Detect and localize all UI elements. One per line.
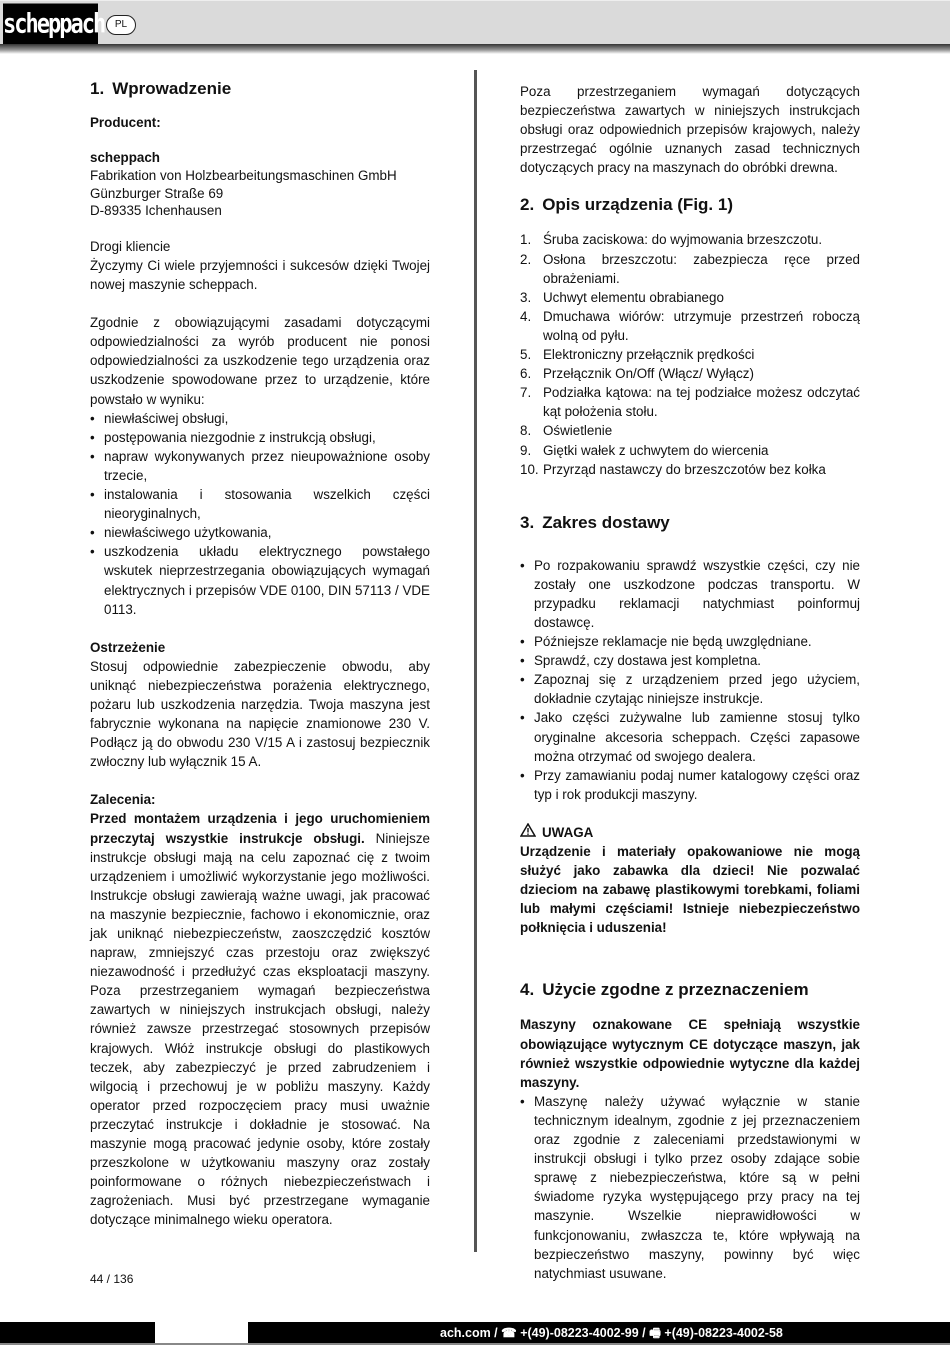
greeting: Drogi kliencie — [90, 238, 171, 254]
recommendations-text: Przed montażem urządzenia i jego uruchomieniem przeczytaj wszystkie instrukcje obsługi. Niniejsze instrukcje obsługi mają na celu zapoznać cię z twoim urządzeniem i umożliwić wykorzystanie jego możliwości. Instrukcje obsługi zawierają ważne uwagi, jak pracować na maszynie bezpiecznie, fachowo i ekonomicznie, oraz jak uniknąć niebezpieczeństw, zaoszczędzić kosztów napraw, zmniejszyć czas przestoju oraz zwiększyć niezawodność i przedłużyć czas eksploatacji maszyny. Poza przestrzeganiem wymagań bezpieczeństwa zawartych w niniejszych instrukcjach obsługi, należy również zawsze przestrzegać stosownych przepisów krajowych. Włóż instrukcje obsługi do plastikowych teczek, aby zabezpieczyć je przed zabrudzeniem i wilgocią i przechowuj je w pobliżu maszyny. Każdy operator przed rozpoczęciem pracy musi uważnie przeczytać instrukcje i dokładnie je stosować. Na maszynie mogą pracować jedynie osoby, które zostały przeszkolone w użytkowaniu maszyny oraz zostały poinformowane o różnych niebezpieczeństwach i zagrożeniach. Musi być przestrzegane wymaganie dotyczące minimalnego wieku operatora. — [90, 811, 430, 1228]
footer-gap — [155, 1322, 248, 1343]
producer-label: Producent: — [90, 115, 161, 130]
list-item: • Zapoznaj się z urządzeniem przed jego użyciem, dokładnie czytając niniejsze instrukcje. — [520, 672, 860, 707]
page-number: 44 / 136 — [90, 1272, 134, 1286]
language-badge: PL — [106, 15, 136, 35]
list-item: 2. Osłona brzeszczotu: zabezpiecza ręce przed obrażeniami. — [520, 251, 860, 286]
liability-list — [90, 409, 430, 619]
list-item: • Sprawdź, czy dostawa jest kompletna. — [520, 653, 762, 669]
list-item: • napraw wykonywanych przez nieupoważnione osoby trzecie, — [90, 448, 430, 483]
intended-use-list — [520, 1092, 860, 1283]
section-2-heading: 2. Opis urządzenia (Fig. 1) — [520, 195, 733, 215]
address-block — [90, 149, 430, 220]
list-item: 8. Oświetlenie — [520, 423, 613, 439]
address-line: Fabrikation von Holzbearbeitungsmaschinen GmbH — [90, 167, 397, 183]
section-3-heading: 3. Zakres dostawy — [520, 512, 670, 532]
warning-text: Stosuj odpowiednie zabezpieczenie obwodu, aby uniknąć niebezpieczeństwa porażenia elektrycznego, pożaru lub uszkodzenia narzędzia. Twoja maszyna jest fabrycznie wykonana na napięcie znamionowe 230 V. Podłącz ją do obwodu 230 V/15 A i zastosuj bezpiecznik zwłoczny lub wyłącznik 15 A. — [90, 658, 430, 770]
list-item: • Po rozpakowaniu sprawdź wszystkie części, czy nie zostały one uszkodzone podczas transportu. W przypadku reklamacji natychmiast poinformuj dostawcę. — [520, 557, 860, 630]
section-1-heading: 1. Wprowadzenie — [90, 79, 232, 98]
section-4-heading: 4. Użycie zgodne z przeznaczeniem — [520, 980, 809, 1000]
list-item: 9. Giętki wałek z uchwytem do wiercenia — [520, 442, 769, 458]
list-item: 5. Elektroniczny przełącznik prędkości — [520, 347, 755, 363]
left-column — [90, 78, 430, 1230]
intro-paragraph: Poza przestrzeganiem wymagań dotyczących bezpieczeństwa zawartych w niniejszych instrukcjach obsługi oraz odpowiednich przepisów krajowych, należy przestrzegać ogólnie uznanych zasad technicznych dotyczących pracy na maszynach do obróbki drewna. — [520, 84, 860, 176]
address-line: Günzburger Straße 69 — [90, 185, 224, 201]
liability-paragraph: Zgodnie z obowiązującymi zasadami dotyczącymi odpowiedzialności za wyrób producent nie ponosi odpowiedzialności za uszkodzenie tego urządzenia oraz uszkodzenie spowodowane przez to urządzenie, które powstało w wyniku: — [90, 315, 430, 407]
list-item: • postępowania niezgodnie z instrukcją obsługi, — [90, 429, 376, 445]
list-item: • instalowania i stosowania wszelkich części nieoryginalnych, — [90, 487, 430, 522]
company-name: scheppach — [90, 150, 160, 166]
list-item: • Przy zamawianiu podaj numer katalogowy części oraz typ i rok produkcji maszyny. — [520, 767, 860, 802]
list-item: 6. Przełącznik On/Off (Włącz/ Wyłącz) — [520, 366, 754, 382]
column-divider — [474, 70, 477, 1252]
list-item: • niewłaściwego użytkowania, — [90, 525, 272, 541]
list-item: • Maszynę należy używać wyłącznie w stanie technicznym idealnym, zgodnie z jej przeznaczeniem oraz zgodnie z zaleceniami przedstawionymi w instrukcji obsługi i tylko przez osoby zdające sobie sprawę z niebezpieczeństwa, które są w pełni świadome ryzyka występującego przy pracy na tej maszynie. Wszelkie nieprawidłowości w funkcjonowaniu, zwłaszcza te, które wpływają na bezpieczeństwo maszyny, powinny być więc natychmiast usuwane. — [520, 1093, 860, 1281]
list-item: 4. Dmuchawa wiórów: utrzymuje przestrzeń roboczą wolną od pyłu. — [520, 308, 860, 343]
warning-title: Ostrzeżenie — [90, 639, 166, 655]
list-item: • uszkodzenia układu elektrycznego powstałego wskutek nieprzestrzegania obowiązujących wymagań elektrycznych i przepisów VDE 0100, DIN 57113 / VDE 0113. — [90, 544, 430, 617]
list-item: 7. Podziałka kątowa: na tej podziałce możesz odczytać kąt położenia stołu. — [520, 385, 860, 420]
parts-list — [520, 230, 860, 478]
header-shadow — [0, 44, 950, 54]
list-item: 3. Uchwyt elementu obrabianego — [520, 289, 724, 305]
greeting-text: Życzymy Ci wiele przyjemności i sukcesów dzięki Twojej nowej maszynie scheppach. — [90, 258, 430, 293]
phone-icon: ☎ — [501, 1326, 521, 1340]
right-column — [520, 82, 860, 1283]
page-footer — [0, 1322, 950, 1343]
list-item: • niewłaściwej obsługi, — [90, 410, 229, 426]
warning-triangle-icon — [520, 823, 536, 842]
list-item: 10. Przyrząd nastawczy do brzeszczotów bez kołka — [520, 461, 826, 477]
list-item: • Późniejsze reklamacje nie będą uwzględniane. — [520, 634, 812, 650]
footer-contact: ach.com / ☎ +(49)-08223-4002-99 / 🖷 +(49)-08223-4002-58 — [440, 1326, 783, 1340]
list-item: • Jako części zużywalne lub zamienne stosuj tylko oryginalne akcesoria scheppach. Części zapasowe można otrzymać od swojego dealera. — [520, 710, 860, 764]
list-item: 1. Śruba zaciskowa: do wyjmowania brzeszczotu. — [520, 232, 823, 248]
caution-title: UWAGA — [520, 823, 860, 842]
recommendations-title: Zalecenia: — [90, 792, 156, 808]
fax-icon: 🖷 — [649, 1326, 665, 1340]
scheppach-logo: scheppach — [3, 4, 98, 46]
intended-use-bold: Maszyny oznakowane CE spełniają wszystkie obowiązujące wytycznym CE dotyczące maszyn, jak również wszystkie odpowiednie wytyczne dla każdej maszyny. — [520, 1017, 860, 1090]
caution-text: Urządzenie i materiały opakowaniowe nie mogą służyć jako zabawka dla dzieci! Nie pozwalać dzieciom na zabawę plastikowymi torebkami, foliami lub małymi częściami! Istnieje niebezpieczeństwo połknięcia i uduszenia! — [520, 844, 860, 936]
page-header — [0, 0, 950, 45]
address-line: D-89335 Ichenhausen — [90, 203, 222, 219]
delivery-list — [520, 556, 860, 804]
